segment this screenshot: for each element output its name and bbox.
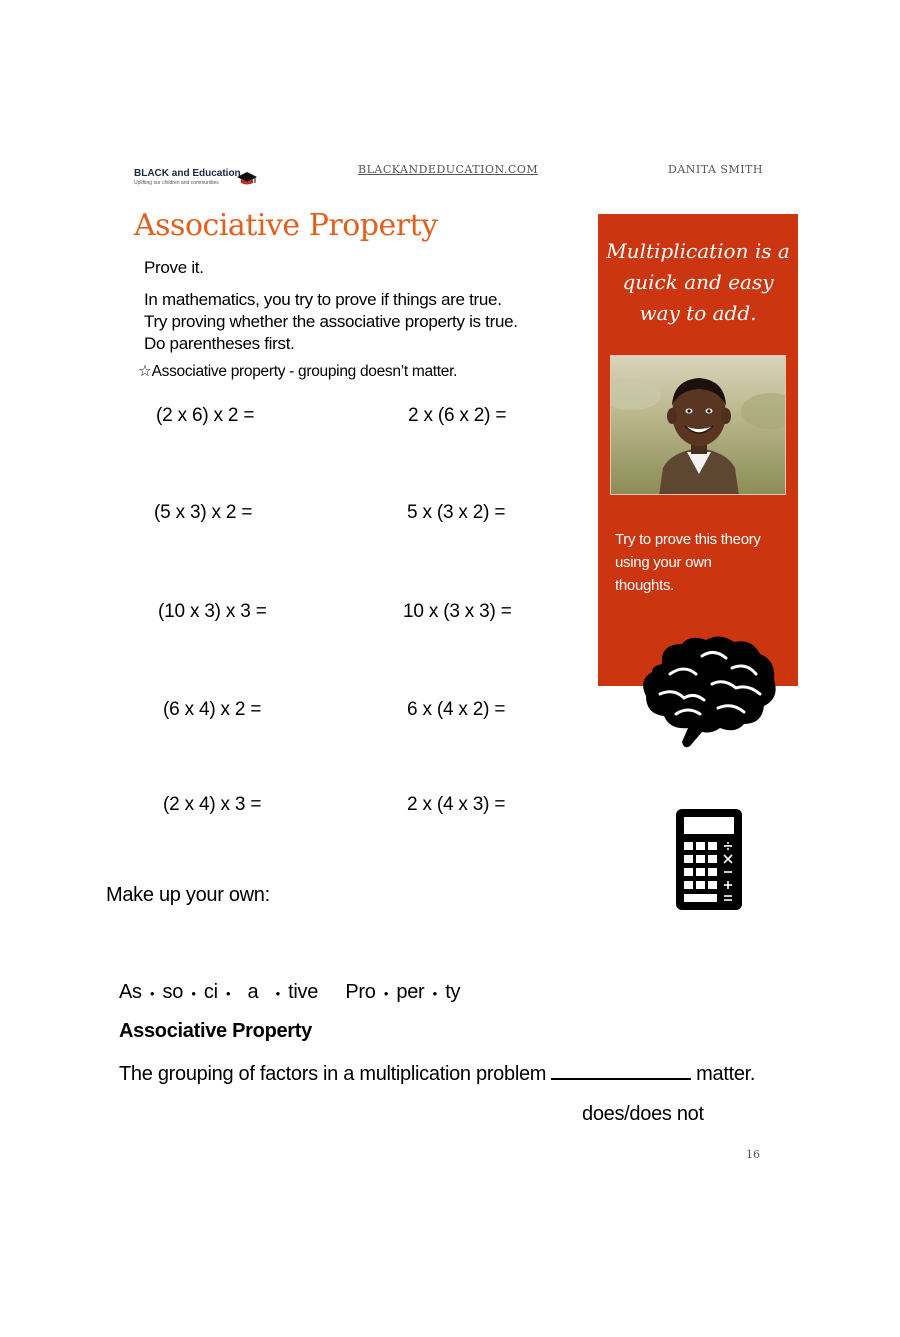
syllable-dot: • — [150, 986, 155, 1001]
equation-right: 6 x (4 x 2) = — [407, 699, 506, 720]
quote-line: Multiplication is a — [606, 239, 790, 263]
syllable-dot: • — [383, 986, 389, 1001]
syllable: As — [119, 981, 142, 1003]
syllable: so — [162, 981, 184, 1003]
sidebar-text-line: Try to prove this theory — [615, 531, 761, 548]
sidebar-panel — [598, 214, 798, 686]
syllable-dot: • — [225, 986, 231, 1001]
syllable: ty — [445, 981, 461, 1003]
author-name: DANITA SMITH — [668, 163, 763, 176]
make-up-prompt: Make up your own: — [106, 884, 270, 906]
syllable-dot: • — [191, 986, 196, 1001]
answer-choices: does/does not — [582, 1103, 704, 1125]
student-photo-illustration — [611, 356, 786, 495]
logo-title: BLACK and Education — [134, 168, 241, 179]
syllable: a — [247, 981, 259, 1003]
equation-left: (2 x 6) x 2 = — [156, 405, 255, 426]
syllable-breakdown — [119, 981, 460, 1004]
syllable: per — [396, 981, 425, 1003]
brain-icon — [640, 634, 778, 750]
equation-left: (5 x 3) x 2 = — [154, 502, 253, 523]
intro-line: In mathematics, you try to prove if things are true. — [144, 290, 502, 309]
definition-sentence — [119, 1062, 755, 1086]
quote-line: quick and easy — [622, 270, 774, 294]
sidebar-text — [615, 528, 790, 597]
equation-left: (6 x 4) x 2 = — [163, 699, 262, 720]
syllable: tive — [288, 981, 319, 1003]
associative-note: ☆Associative property - grouping doesn’t matter. — [138, 363, 458, 380]
sidebar-text-line: thoughts. — [615, 577, 675, 594]
equation-right: 10 x (3 x 3) = — [403, 601, 512, 622]
equation-right: 2 x (6 x 2) = — [408, 405, 507, 426]
syllable: Pro — [345, 981, 376, 1003]
intro-line: Try proving whether the associative property is true. — [144, 312, 518, 331]
syllable-dot: • — [275, 986, 280, 1001]
student-photo — [610, 355, 786, 495]
graduation-cap-icon — [236, 170, 258, 188]
equation-left: (2 x 4) x 3 = — [163, 794, 262, 815]
equation-right: 2 x (4 x 3) = — [407, 794, 506, 815]
site-url[interactable]: BLACKANDEDUCATION.COM — [358, 163, 539, 176]
quote-line: way to add. — [639, 301, 757, 325]
sidebar-quote — [598, 236, 798, 329]
answer-blank[interactable] — [551, 1062, 691, 1080]
page-number: 16 — [746, 1148, 760, 1161]
definition-start: The grouping of factors in a multiplication problem — [119, 1063, 547, 1085]
equation-right: 5 x (3 x 2) = — [407, 502, 506, 523]
term-heading: Associative Property — [119, 1020, 312, 1042]
sidebar-text-line: using your own — [615, 554, 712, 571]
logo-tagline: Uplifting our children and communities — [134, 180, 219, 186]
syllable-dot: • — [432, 986, 437, 1001]
prove-it-text: Prove it. — [144, 258, 204, 277]
intro-paragraph — [144, 289, 518, 355]
equation-left: (10 x 3) x 3 = — [158, 601, 267, 622]
calculator-icon — [676, 809, 742, 910]
definition-end: matter. — [696, 1063, 756, 1085]
syllable: ci — [203, 981, 218, 1003]
intro-line: Do parentheses first. — [144, 334, 295, 353]
page-title: Associative Property — [134, 208, 438, 243]
